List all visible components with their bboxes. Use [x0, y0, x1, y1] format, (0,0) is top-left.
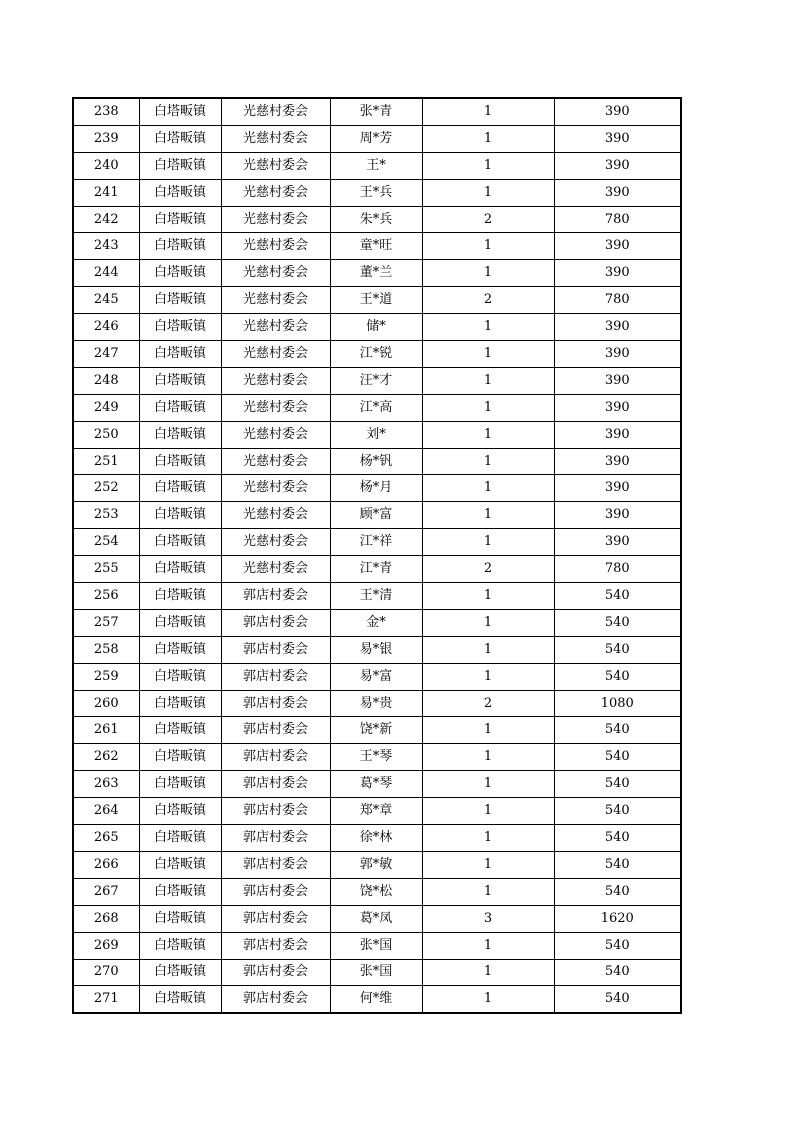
row-number-cell: 252: [73, 475, 139, 502]
town-cell: 白塔畈镇: [139, 448, 221, 475]
row-number-cell: 238: [73, 98, 139, 125]
town-cell: 白塔畈镇: [139, 663, 221, 690]
table-row: [73, 448, 681, 475]
amount-cell: 1620: [554, 905, 681, 932]
village-cell: 光慈村委会: [221, 448, 330, 475]
row-number-cell: 249: [73, 394, 139, 421]
name-cell: 张*青: [330, 98, 422, 125]
name-cell: 葛*琴: [330, 771, 422, 798]
name-cell: 杨*钒: [330, 448, 422, 475]
town-cell: 白塔畈镇: [139, 932, 221, 959]
amount-cell: 390: [554, 179, 681, 206]
amount-cell: 540: [554, 744, 681, 771]
table-row: [73, 744, 681, 771]
row-number-cell: 266: [73, 851, 139, 878]
name-cell: 董*兰: [330, 260, 422, 287]
table-row: [73, 798, 681, 825]
count-cell: 1: [422, 125, 554, 152]
count-cell: 1: [422, 448, 554, 475]
count-cell: 1: [422, 152, 554, 179]
row-number-cell: 255: [73, 556, 139, 583]
table-row: [73, 529, 681, 556]
amount-cell: 390: [554, 233, 681, 260]
town-cell: 白塔畈镇: [139, 287, 221, 314]
town-cell: 白塔畈镇: [139, 690, 221, 717]
count-cell: 1: [422, 878, 554, 905]
count-cell: 1: [422, 771, 554, 798]
count-cell: 1: [422, 932, 554, 959]
village-cell: 光慈村委会: [221, 179, 330, 206]
village-cell: 光慈村委会: [221, 287, 330, 314]
amount-cell: 390: [554, 367, 681, 394]
name-cell: 童*旺: [330, 233, 422, 260]
name-cell: 饶*松: [330, 878, 422, 905]
village-cell: 光慈村委会: [221, 394, 330, 421]
row-number-cell: 239: [73, 125, 139, 152]
name-cell: 郑*章: [330, 798, 422, 825]
table-row: [73, 367, 681, 394]
name-cell: 张*国: [330, 932, 422, 959]
table-row: [73, 690, 681, 717]
town-cell: 白塔畈镇: [139, 717, 221, 744]
row-number-cell: 243: [73, 233, 139, 260]
village-cell: 光慈村委会: [221, 125, 330, 152]
name-cell: 王*琴: [330, 744, 422, 771]
amount-cell: 780: [554, 206, 681, 233]
amount-cell: 540: [554, 609, 681, 636]
amount-cell: 390: [554, 125, 681, 152]
row-number-cell: 260: [73, 690, 139, 717]
count-cell: 2: [422, 206, 554, 233]
row-number-cell: 240: [73, 152, 139, 179]
table-row: [73, 421, 681, 448]
row-number-cell: 268: [73, 905, 139, 932]
village-cell: 光慈村委会: [221, 502, 330, 529]
town-cell: 白塔畈镇: [139, 152, 221, 179]
name-cell: 江*青: [330, 556, 422, 583]
name-cell: 朱*兵: [330, 206, 422, 233]
town-cell: 白塔畈镇: [139, 314, 221, 341]
amount-cell: 390: [554, 152, 681, 179]
name-cell: 王*清: [330, 583, 422, 610]
name-cell: 江*祥: [330, 529, 422, 556]
count-cell: 1: [422, 636, 554, 663]
table-row: [73, 663, 681, 690]
count-cell: 1: [422, 851, 554, 878]
row-number-cell: 264: [73, 798, 139, 825]
table-row: [73, 717, 681, 744]
table-row: [73, 583, 681, 610]
row-number-cell: 246: [73, 314, 139, 341]
amount-cell: 390: [554, 341, 681, 368]
amount-cell: 540: [554, 878, 681, 905]
town-cell: 白塔畈镇: [139, 260, 221, 287]
count-cell: 2: [422, 287, 554, 314]
amount-cell: 540: [554, 825, 681, 852]
amount-cell: 390: [554, 98, 681, 125]
village-cell: 郭店村委会: [221, 851, 330, 878]
amount-cell: 540: [554, 932, 681, 959]
town-cell: 白塔畈镇: [139, 394, 221, 421]
table-row: [73, 287, 681, 314]
town-cell: 白塔畈镇: [139, 233, 221, 260]
town-cell: 白塔畈镇: [139, 798, 221, 825]
town-cell: 白塔畈镇: [139, 475, 221, 502]
name-cell: 易*富: [330, 663, 422, 690]
amount-cell: 540: [554, 798, 681, 825]
village-cell: 光慈村委会: [221, 206, 330, 233]
town-cell: 白塔畈镇: [139, 771, 221, 798]
amount-cell: 390: [554, 448, 681, 475]
table-row: [73, 878, 681, 905]
village-cell: 郭店村委会: [221, 986, 330, 1013]
village-cell: 郭店村委会: [221, 771, 330, 798]
town-cell: 白塔畈镇: [139, 556, 221, 583]
village-cell: 郭店村委会: [221, 959, 330, 986]
count-cell: 1: [422, 959, 554, 986]
village-cell: 光慈村委会: [221, 233, 330, 260]
amount-cell: 390: [554, 502, 681, 529]
table-row: [73, 260, 681, 287]
amount-cell: 540: [554, 636, 681, 663]
village-cell: 郭店村委会: [221, 690, 330, 717]
row-number-cell: 254: [73, 529, 139, 556]
count-cell: 1: [422, 583, 554, 610]
town-cell: 白塔畈镇: [139, 825, 221, 852]
name-cell: 郭*敏: [330, 851, 422, 878]
amount-cell: 540: [554, 771, 681, 798]
count-cell: 1: [422, 744, 554, 771]
table-row: [73, 125, 681, 152]
row-number-cell: 262: [73, 744, 139, 771]
count-cell: 1: [422, 798, 554, 825]
amount-cell: 540: [554, 986, 681, 1013]
name-cell: 何*维: [330, 986, 422, 1013]
village-cell: 郭店村委会: [221, 825, 330, 852]
name-cell: 杨*月: [330, 475, 422, 502]
count-cell: 1: [422, 98, 554, 125]
town-cell: 白塔畈镇: [139, 583, 221, 610]
amount-cell: 780: [554, 556, 681, 583]
table-row: [73, 314, 681, 341]
row-number-cell: 265: [73, 825, 139, 852]
town-cell: 白塔畈镇: [139, 125, 221, 152]
amount-cell: 390: [554, 394, 681, 421]
row-number-cell: 244: [73, 260, 139, 287]
name-cell: 江*高: [330, 394, 422, 421]
count-cell: 1: [422, 341, 554, 368]
town-cell: 白塔畈镇: [139, 421, 221, 448]
table-row: [73, 502, 681, 529]
village-cell: 郭店村委会: [221, 583, 330, 610]
village-cell: 光慈村委会: [221, 556, 330, 583]
town-cell: 白塔畈镇: [139, 744, 221, 771]
village-cell: 郭店村委会: [221, 744, 330, 771]
amount-cell: 540: [554, 717, 681, 744]
amount-cell: 390: [554, 529, 681, 556]
table-row: [73, 959, 681, 986]
village-cell: 光慈村委会: [221, 314, 330, 341]
table-row: [73, 825, 681, 852]
table-row: [73, 475, 681, 502]
amount-cell: 540: [554, 851, 681, 878]
name-cell: 饶*新: [330, 717, 422, 744]
count-cell: 1: [422, 475, 554, 502]
name-cell: 王*道: [330, 287, 422, 314]
town-cell: 白塔畈镇: [139, 609, 221, 636]
town-cell: 白塔畈镇: [139, 206, 221, 233]
village-cell: 光慈村委会: [221, 260, 330, 287]
count-cell: 1: [422, 179, 554, 206]
name-cell: 易*银: [330, 636, 422, 663]
amount-cell: 390: [554, 260, 681, 287]
amount-cell: 540: [554, 583, 681, 610]
village-cell: 光慈村委会: [221, 475, 330, 502]
count-cell: 1: [422, 663, 554, 690]
row-number-cell: 245: [73, 287, 139, 314]
village-cell: 郭店村委会: [221, 636, 330, 663]
village-cell: 郭店村委会: [221, 663, 330, 690]
amount-cell: 540: [554, 959, 681, 986]
town-cell: 白塔畈镇: [139, 851, 221, 878]
amount-cell: 390: [554, 314, 681, 341]
village-cell: 光慈村委会: [221, 421, 330, 448]
count-cell: 1: [422, 260, 554, 287]
village-cell: 光慈村委会: [221, 98, 330, 125]
data-table: [72, 97, 682, 1014]
table-row: [73, 556, 681, 583]
row-number-cell: 250: [73, 421, 139, 448]
row-number-cell: 251: [73, 448, 139, 475]
count-cell: 1: [422, 986, 554, 1013]
row-number-cell: 253: [73, 502, 139, 529]
amount-cell: 780: [554, 287, 681, 314]
row-number-cell: 248: [73, 367, 139, 394]
row-number-cell: 241: [73, 179, 139, 206]
table-row: [73, 851, 681, 878]
village-cell: 郭店村委会: [221, 609, 330, 636]
count-cell: 1: [422, 825, 554, 852]
name-cell: 江*锐: [330, 341, 422, 368]
count-cell: 2: [422, 690, 554, 717]
row-number-cell: 271: [73, 986, 139, 1013]
count-cell: 1: [422, 502, 554, 529]
village-cell: 光慈村委会: [221, 341, 330, 368]
table-row: [73, 206, 681, 233]
town-cell: 白塔畈镇: [139, 878, 221, 905]
town-cell: 白塔畈镇: [139, 529, 221, 556]
table-row: [73, 341, 681, 368]
count-cell: 1: [422, 314, 554, 341]
town-cell: 白塔畈镇: [139, 905, 221, 932]
name-cell: 葛*凤: [330, 905, 422, 932]
name-cell: 汪*才: [330, 367, 422, 394]
amount-cell: 390: [554, 475, 681, 502]
count-cell: 3: [422, 905, 554, 932]
town-cell: 白塔畈镇: [139, 367, 221, 394]
table-row: [73, 905, 681, 932]
name-cell: 周*芳: [330, 125, 422, 152]
count-cell: 1: [422, 233, 554, 260]
row-number-cell: 270: [73, 959, 139, 986]
count-cell: 1: [422, 609, 554, 636]
count-cell: 1: [422, 421, 554, 448]
row-number-cell: 256: [73, 583, 139, 610]
table-row: [73, 98, 681, 125]
row-number-cell: 263: [73, 771, 139, 798]
table-row: [73, 609, 681, 636]
name-cell: 易*贵: [330, 690, 422, 717]
row-number-cell: 258: [73, 636, 139, 663]
table-row: [73, 636, 681, 663]
village-cell: 郭店村委会: [221, 717, 330, 744]
amount-cell: 390: [554, 421, 681, 448]
row-number-cell: 269: [73, 932, 139, 959]
count-cell: 2: [422, 556, 554, 583]
name-cell: 张*国: [330, 959, 422, 986]
table-row: [73, 152, 681, 179]
name-cell: 徐*林: [330, 825, 422, 852]
count-cell: 1: [422, 367, 554, 394]
village-cell: 郭店村委会: [221, 932, 330, 959]
table-row: [73, 394, 681, 421]
row-number-cell: 242: [73, 206, 139, 233]
name-cell: 金*: [330, 609, 422, 636]
row-number-cell: 267: [73, 878, 139, 905]
town-cell: 白塔畈镇: [139, 341, 221, 368]
town-cell: 白塔畈镇: [139, 959, 221, 986]
table-body: [73, 98, 681, 1013]
name-cell: 储*: [330, 314, 422, 341]
row-number-cell: 259: [73, 663, 139, 690]
amount-cell: 540: [554, 663, 681, 690]
table-row: [73, 233, 681, 260]
name-cell: 王*: [330, 152, 422, 179]
village-cell: 郭店村委会: [221, 878, 330, 905]
name-cell: 刘*: [330, 421, 422, 448]
table-row: [73, 986, 681, 1013]
town-cell: 白塔畈镇: [139, 502, 221, 529]
row-number-cell: 257: [73, 609, 139, 636]
town-cell: 白塔畈镇: [139, 986, 221, 1013]
row-number-cell: 247: [73, 341, 139, 368]
count-cell: 1: [422, 529, 554, 556]
amount-cell: 1080: [554, 690, 681, 717]
village-cell: 光慈村委会: [221, 367, 330, 394]
name-cell: 顾*富: [330, 502, 422, 529]
table-row: [73, 179, 681, 206]
village-cell: 郭店村委会: [221, 798, 330, 825]
town-cell: 白塔畈镇: [139, 98, 221, 125]
name-cell: 王*兵: [330, 179, 422, 206]
count-cell: 1: [422, 717, 554, 744]
count-cell: 1: [422, 394, 554, 421]
village-cell: 光慈村委会: [221, 529, 330, 556]
town-cell: 白塔畈镇: [139, 179, 221, 206]
village-cell: 光慈村委会: [221, 152, 330, 179]
village-cell: 郭店村委会: [221, 905, 330, 932]
table-row: [73, 932, 681, 959]
table-row: [73, 771, 681, 798]
town-cell: 白塔畈镇: [139, 636, 221, 663]
row-number-cell: 261: [73, 717, 139, 744]
